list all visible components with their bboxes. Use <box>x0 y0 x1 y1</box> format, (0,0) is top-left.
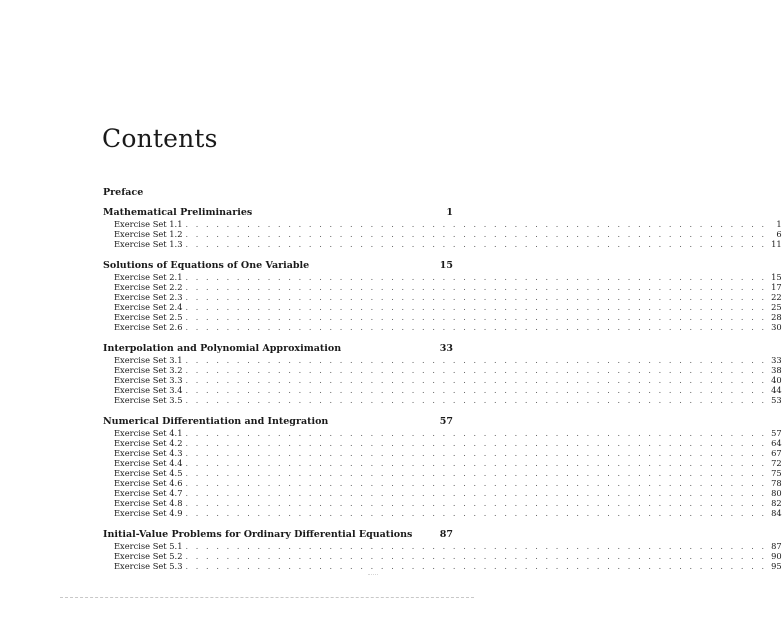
chapter-heading <box>103 343 453 355</box>
entry-label: Exercise Set 1.3 <box>114 239 183 249</box>
entry-page-number: 25 <box>771 302 782 312</box>
entry-page-number: 95 <box>771 561 782 571</box>
dot-leader: . . . . . . . . . . . . . . . . . . . . . . . . . . . . . . . . . . . . . . . . . . . . . . . . . . . . . . . . . <box>185 459 767 468</box>
preface-heading: Preface <box>103 187 144 198</box>
entry-label: Exercise Set 1.2 <box>114 229 183 239</box>
entry-page-number: 80 <box>771 488 782 498</box>
toc-entry <box>103 561 782 571</box>
entry-label: Exercise Set 2.3 <box>114 292 183 302</box>
dot-leader: . . . . . . . . . . . . . . . . . . . . . . . . . . . . . . . . . . . . . . . . . . . . . . . . . . . . . . . . . <box>185 313 767 322</box>
entry-label: Exercise Set 4.7 <box>114 488 183 498</box>
dot-leader: . . . . . . . . . . . . . . . . . . . . . . . . . . . . . . . . . . . . . . . . . . . . . . . . . . . . . . . . . <box>185 356 767 365</box>
entry-label: Exercise Set 2.6 <box>114 322 183 332</box>
entry-page-number: 1 <box>776 219 782 229</box>
toc-entry <box>103 312 782 322</box>
toc-chapter <box>103 529 782 571</box>
dot-leader: . . . . . . . . . . . . . . . . . . . . . . . . . . . . . . . . . . . . . . . . . . . . . . . . . . . . . . . . . <box>185 439 767 448</box>
dot-leader: . . . . . . . . . . . . . . . . . . . . . . . . . . . . . . . . . . . . . . . . . . . . . . . . . . . . . . . . . <box>185 323 767 332</box>
dot-leader: . . . . . . . . . . . . . . . . . . . . . . . . . . . . . . . . . . . . . . . . . . . . . . . . . . . . . . . . . <box>185 542 767 551</box>
dot-leader: . . . . . . . . . . . . . . . . . . . . . . . . . . . . . . . . . . . . . . . . . . . . . . . . . . . . . . . . . <box>185 479 767 488</box>
entry-label: Exercise Set 4.6 <box>114 478 183 488</box>
chapter-title: Interpolation and Polynomial Approximation <box>103 343 342 354</box>
entry-page-number: 6 <box>776 229 782 239</box>
entry-page-number: 28 <box>771 312 782 322</box>
chapter-heading <box>103 529 453 541</box>
dot-leader: . . . . . . . . . . . . . . . . . . . . . . . . . . . . . . . . . . . . . . . . . . . . . . . . . . . . . . . . . <box>185 273 767 282</box>
entry-page-number: 22 <box>771 292 782 302</box>
entry-page-number: 44 <box>771 385 782 395</box>
entry-page-number: 15 <box>771 272 782 282</box>
dot-leader: . . . . . . . . . . . . . . . . . . . . . . . . . . . . . . . . . . . . . . . . . . . . . . . . . . . . . . . . . <box>185 220 767 229</box>
chapter-heading <box>103 260 453 272</box>
toc-entry <box>103 541 782 551</box>
toc-entry <box>103 375 782 385</box>
entry-page-number: 72 <box>771 458 782 468</box>
dot-leader: . . . . . . . . . . . . . . . . . . . . . . . . . . . . . . . . . . . . . . . . . . . . . . . . . . . . . . . . . <box>185 429 767 438</box>
entry-page-number: 64 <box>771 438 782 448</box>
dot-leader: . . . . . . . . . . . . . . . . . . . . . . . . . . . . . . . . . . . . . . . . . . . . . . . . . . . . . . . . . <box>185 449 767 458</box>
toc-entry <box>103 458 782 468</box>
entry-page-number: 67 <box>771 448 782 458</box>
chapter-page-number: 1 <box>446 207 453 218</box>
toc-entry <box>103 239 782 249</box>
entry-label: Exercise Set 5.1 <box>114 541 183 551</box>
toc-entry <box>103 355 782 365</box>
toc-entry <box>103 322 782 332</box>
entry-label: Exercise Set 3.3 <box>114 375 183 385</box>
scan-artifact <box>368 574 378 575</box>
chapter-page-number: 33 <box>439 343 453 354</box>
dot-leader: . . . . . . . . . . . . . . . . . . . . . . . . . . . . . . . . . . . . . . . . . . . . . . . . . . . . . . . . . <box>185 469 767 478</box>
toc-entry <box>103 508 782 518</box>
toc-entry <box>103 498 782 508</box>
dot-leader: . . . . . . . . . . . . . . . . . . . . . . . . . . . . . . . . . . . . . . . . . . . . . . . . . . . . . . . . . <box>185 562 767 571</box>
chapter-page-number: 87 <box>439 529 453 540</box>
dot-leader: . . . . . . . . . . . . . . . . . . . . . . . . . . . . . . . . . . . . . . . . . . . . . . . . . . . . . . . . . <box>185 230 767 239</box>
chapter-heading <box>103 416 453 428</box>
entry-page-number: 82 <box>771 498 782 508</box>
entry-label: Exercise Set 4.2 <box>114 438 183 448</box>
chapter-page-number: 15 <box>439 260 453 271</box>
chapter-title: Solutions of Equations of One Variable <box>103 260 310 271</box>
dot-leader: . . . . . . . . . . . . . . . . . . . . . . . . . . . . . . . . . . . . . . . . . . . . . . . . . . . . . . . . . <box>185 552 767 561</box>
entry-label: Exercise Set 2.1 <box>114 272 183 282</box>
entry-page-number: 11 <box>771 239 782 249</box>
table-of-contents <box>103 207 782 582</box>
toc-entry <box>103 365 782 375</box>
entry-page-number: 75 <box>771 468 782 478</box>
entry-page-number: 53 <box>771 395 782 405</box>
entry-label: Exercise Set 4.4 <box>114 458 183 468</box>
dot-leader: . . . . . . . . . . . . . . . . . . . . . . . . . . . . . . . . . . . . . . . . . . . . . . . . . . . . . . . . . <box>185 293 767 302</box>
entry-label: Exercise Set 4.1 <box>114 428 183 438</box>
entry-label: Exercise Set 5.2 <box>114 551 183 561</box>
toc-chapter <box>103 416 782 518</box>
toc-entry <box>103 468 782 478</box>
dot-leader: . . . . . . . . . . . . . . . . . . . . . . . . . . . . . . . . . . . . . . . . . . . . . . . . . . . . . . . . . <box>185 386 767 395</box>
entry-label: Exercise Set 4.9 <box>114 508 183 518</box>
dot-leader: . . . . . . . . . . . . . . . . . . . . . . . . . . . . . . . . . . . . . . . . . . . . . . . . . . . . . . . . . <box>185 396 767 405</box>
toc-entry <box>103 229 782 239</box>
entry-page-number: 17 <box>771 282 782 292</box>
entry-page-number: 84 <box>771 508 782 518</box>
entry-label: Exercise Set 2.2 <box>114 282 183 292</box>
toc-chapter <box>103 207 782 249</box>
toc-chapter <box>103 260 782 332</box>
entry-page-number: 40 <box>771 375 782 385</box>
toc-entry <box>103 428 782 438</box>
dot-leader: . . . . . . . . . . . . . . . . . . . . . . . . . . . . . . . . . . . . . . . . . . . . . . . . . . . . . . . . . <box>185 283 767 292</box>
toc-entry <box>103 219 782 229</box>
chapter-page-number: 57 <box>439 416 453 427</box>
dot-leader: . . . . . . . . . . . . . . . . . . . . . . . . . . . . . . . . . . . . . . . . . . . . . . . . . . . . . . . . . <box>185 376 767 385</box>
toc-entry <box>103 302 782 312</box>
toc-entry <box>103 448 782 458</box>
dot-leader: . . . . . . . . . . . . . . . . . . . . . . . . . . . . . . . . . . . . . . . . . . . . . . . . . . . . . . . . . <box>185 240 767 249</box>
entry-label: Exercise Set 5.3 <box>114 561 183 571</box>
entry-label: Exercise Set 2.5 <box>114 312 183 322</box>
toc-chapter <box>103 343 782 405</box>
toc-entry <box>103 292 782 302</box>
dot-leader: . . . . . . . . . . . . . . . . . . . . . . . . . . . . . . . . . . . . . . . . . . . . . . . . . . . . . . . . . <box>185 303 767 312</box>
entry-label: Exercise Set 3.4 <box>114 385 183 395</box>
entry-page-number: 30 <box>771 322 782 332</box>
entry-label: Exercise Set 4.3 <box>114 448 183 458</box>
entry-label: Exercise Set 3.1 <box>114 355 183 365</box>
toc-entry <box>103 478 782 488</box>
entry-label: Exercise Set 3.2 <box>114 365 183 375</box>
dot-leader: . . . . . . . . . . . . . . . . . . . . . . . . . . . . . . . . . . . . . . . . . . . . . . . . . . . . . . . . . <box>185 489 767 498</box>
toc-entry <box>103 395 782 405</box>
toc-entry <box>103 488 782 498</box>
chapter-title: Numerical Differentiation and Integration <box>103 416 329 427</box>
entry-label: Exercise Set 4.5 <box>114 468 183 478</box>
entry-page-number: 87 <box>771 541 782 551</box>
toc-entry <box>103 272 782 282</box>
toc-entry <box>103 551 782 561</box>
chapter-heading <box>103 207 453 219</box>
page-bottom-rule <box>60 597 474 598</box>
toc-entry <box>103 282 782 292</box>
page-title: Contents <box>102 124 218 153</box>
entry-page-number: 38 <box>771 365 782 375</box>
entry-page-number: 33 <box>771 355 782 365</box>
entry-page-number: 78 <box>771 478 782 488</box>
toc-entry <box>103 385 782 395</box>
entry-label: Exercise Set 2.4 <box>114 302 183 312</box>
entry-label: Exercise Set 3.5 <box>114 395 183 405</box>
dot-leader: . . . . . . . . . . . . . . . . . . . . . . . . . . . . . . . . . . . . . . . . . . . . . . . . . . . . . . . . . <box>185 509 767 518</box>
entry-label: Exercise Set 1.1 <box>114 219 183 229</box>
dot-leader: . . . . . . . . . . . . . . . . . . . . . . . . . . . . . . . . . . . . . . . . . . . . . . . . . . . . . . . . . <box>185 366 767 375</box>
entry-label: Exercise Set 4.8 <box>114 498 183 508</box>
entry-page-number: 57 <box>771 428 782 438</box>
chapter-title: Mathematical Preliminaries <box>103 207 253 218</box>
entry-page-number: 90 <box>771 551 782 561</box>
chapter-title: Initial-Value Problems for Ordinary Differential Equations <box>103 529 413 540</box>
toc-entry <box>103 438 782 448</box>
dot-leader: . . . . . . . . . . . . . . . . . . . . . . . . . . . . . . . . . . . . . . . . . . . . . . . . . . . . . . . . . <box>185 499 767 508</box>
